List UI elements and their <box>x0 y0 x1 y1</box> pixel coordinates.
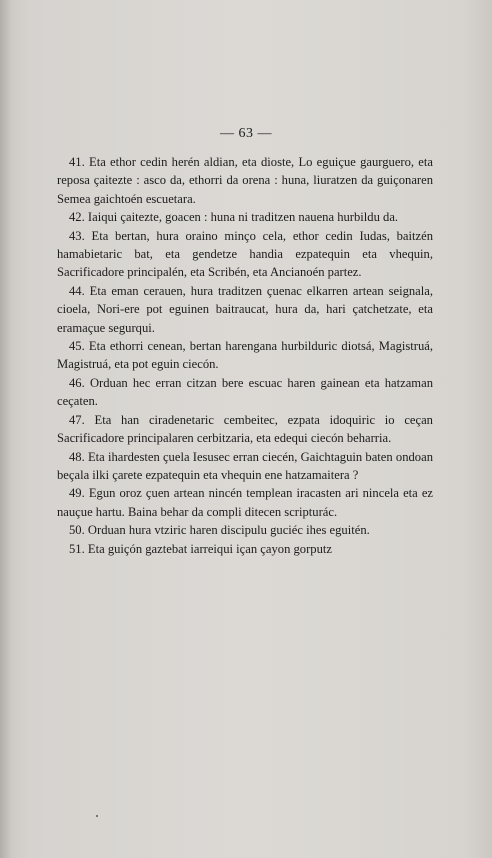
verse-50 <box>57 521 433 539</box>
verse-text: Iaiqui çaitezte, goacen : huna ni traditzen nauena hurbildu da. <box>87 210 399 225</box>
verse-42 <box>57 208 433 226</box>
verse-number: 50. <box>69 523 85 538</box>
verse-text: Orduan hura vtziric haren discipulu guciéc ihes eguitén. <box>87 523 370 538</box>
verse-text: Eta bertan, hura oraino minço cela, ethor cedin Iudas, baitzén hamabietaric bat, eta gendetze handia ezpatequin eta vhequin, Sacrificadore principalén, eta Scribén, eta Ancianoén partez. <box>57 228 433 280</box>
page-number: — 63 — <box>220 126 272 141</box>
verse-text: Eta ihardesten çuela Iesusec erran ciecén, Gaichtaguin baten ondoan beçala ilki çarete ezpatequin eta vhequin ene hatzamaitera ? <box>57 449 433 482</box>
verse-text: Egun oroz çuen artean nincén templean iracasten ari nincela eta ez nauçue hartu. Baina behar da compli ditecen scripturác. <box>57 486 433 519</box>
verse-46 <box>57 374 433 411</box>
verse-number: 47. <box>69 412 85 427</box>
verse-number: 42. <box>69 210 85 225</box>
verse-number: 48. <box>69 449 85 464</box>
verse-text-block <box>57 153 433 558</box>
verse-text: Eta ethor cedin herén aldian, eta dioste, Lo eguiçue gaurguero, eta reposa çaitezte : asco da, ethorri da orena : huna, liuratzen da guiçonaren Semea gaichtoén escuetara. <box>57 155 433 206</box>
verse-text: Eta guiçón gaztebat iarreiqui içan çayon gorputz <box>87 541 332 556</box>
paper-speck <box>96 815 98 817</box>
verse-text: Eta ethorri cenean, bertan harengana hurbilduric diotsá, Magistruá, Magistruá, eta pot eguin ciecón. <box>57 339 433 372</box>
verse-43 <box>57 227 433 282</box>
verse-number: 43. <box>69 228 85 243</box>
verse-47 <box>57 411 433 448</box>
verse-number: 44. <box>69 283 85 298</box>
verse-41 <box>57 153 433 208</box>
verse-number: 49. <box>69 486 85 501</box>
verse-48 <box>57 448 433 485</box>
verse-number: 45. <box>69 339 85 354</box>
verse-text: Eta eman cerauen, hura traditzen çuenac elkarren artean seignala, cioela, Nori-ere pot eguinen baitraucat, hura da, hari çatchetzate, eta eramaçue segurqui. <box>57 283 433 335</box>
verse-number: 51. <box>69 541 85 556</box>
verse-51 <box>57 540 433 558</box>
verse-44 <box>57 282 433 337</box>
verse-49 <box>57 484 433 521</box>
verse-45 <box>57 337 433 374</box>
verse-number: 41. <box>69 155 85 169</box>
verse-text: Orduan hec erran citzan bere escuac haren gainean eta hatzaman ceçaten. <box>57 375 433 409</box>
verse-text: Eta han ciradenetaric cembeitec, ezpata idoquiric io ceçan Sacrificadore principalaren cerbitzaria, eta edequi ciecón beharria. <box>57 412 433 446</box>
verse-number: 46. <box>69 375 85 390</box>
